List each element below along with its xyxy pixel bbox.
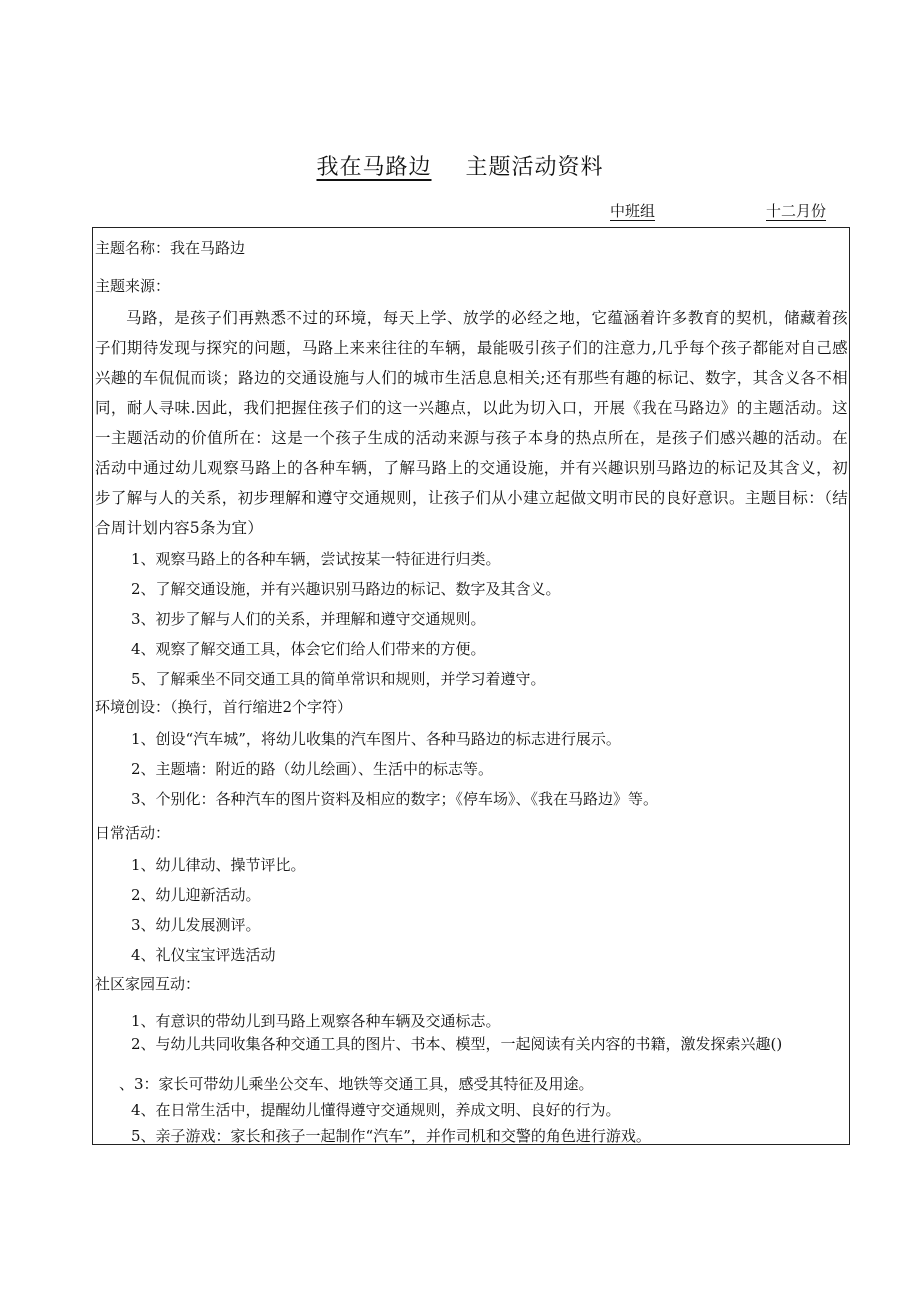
daily-label: 日常活动： <box>95 824 171 842</box>
daily-item: 4、礼仪宝宝评选活动 <box>131 946 276 964</box>
title-main: 我在马路边 <box>316 155 432 180</box>
daily-item: 1、幼儿律动、操节评比。 <box>131 856 306 874</box>
env-label: 环境创设：（换行，首行缩进2个字符） <box>95 698 353 716</box>
source-paragraph: 马路，是孩子们再熟悉不过的环境，每天上学、放学的必经之地，它蕴涵着许多教育的契机，储藏着孩子们期待发现与探究的问题，马路上来来往往的车辆，最能吸引孩子们的注意力,几乎每个孩子都能对自己感兴趣的车侃侃而谈；路边的交通设施与人们的城市生活息息相关;还有那些有趣的标记、数字，其含义各不相同，耐人寻味.因此，我们把握住孩子们的这一兴趣点，以此为切入口，开展《我在马路边》的主题活动。这一主题活动的价值所在：这是一个孩子生成的活动来源与孩子本身的热点所在，是孩子们感兴趣的活动。在活动中通过幼儿观察马路上的各种车辆，了解马路上的交通设施，并有兴趣识别马路边的标记及其含义，初步了解与人的关系，初步理解和遵守交通规则，让孩子们从小建立起做文明市民的良好意识。主题目标：（结合周计划内容5条为宜） <box>95 309 848 537</box>
env-item: 1、创设“汽车城”，将幼儿收集的汽车图片、各种马路边的标志进行展示。 <box>131 730 621 748</box>
month-label: 十二月份 <box>766 202 827 220</box>
community-item: 1、有意识的带幼儿到马路上观察各种车辆及交通标志。 <box>131 1012 501 1030</box>
class-group: 中班组 <box>610 202 656 220</box>
goal-item: 5、了解乘坐不同交通工具的简单常识和规则，并学习着遵守。 <box>131 670 546 688</box>
goal-item: 4、观察了解交通工具，体会它们给人们带来的方便。 <box>131 640 486 658</box>
daily-item: 2、幼儿迎新活动。 <box>131 886 261 904</box>
env-item: 2、主题墙：附近的路（幼儿绘画）、生活中的标志等。 <box>131 760 494 778</box>
goal-item: 3、初步了解与人们的关系，并理解和遵守交通规则。 <box>131 610 486 628</box>
page-title <box>0 150 920 181</box>
goal-item: 1、观察马路上的各种车辆，尝试按某一特征进行归类。 <box>131 550 501 568</box>
community-label: 社区家园互动： <box>95 975 201 993</box>
title-sub: 主题活动资料 <box>465 155 604 180</box>
community-item: 4、在日常生活中，提醒幼儿懂得遵守交通规则，养成文明、良好的行为。 <box>131 1101 621 1119</box>
community-item: 、3：家长可带幼儿乘坐公交车、地铁等交通工具，感受其特征及用途。 <box>119 1075 594 1093</box>
env-item: 3、个别化：各种汽车的图片资料及相应的数字；《停车场》、《我在马路边》等。 <box>131 790 659 808</box>
community-item: 2、与幼儿共同收集各种交通工具的图片、书本、模型，一起阅读有关内容的书籍，激发探索兴趣() <box>131 1035 783 1053</box>
content-table <box>92 227 850 1145</box>
goal-item: 2、了解交通设施，并有兴趣识别马路边的标记、数字及其含义。 <box>131 580 561 598</box>
community-item: 5、亲子游戏：家长和孩子一起制作“汽车”，并作司机和交警的角色进行游戏。 <box>131 1127 651 1145</box>
daily-item: 3、幼儿发展测评。 <box>131 916 261 934</box>
theme-name: 主题名称：我在马路边 <box>95 239 246 257</box>
source-label: 主题来源： <box>95 277 171 295</box>
